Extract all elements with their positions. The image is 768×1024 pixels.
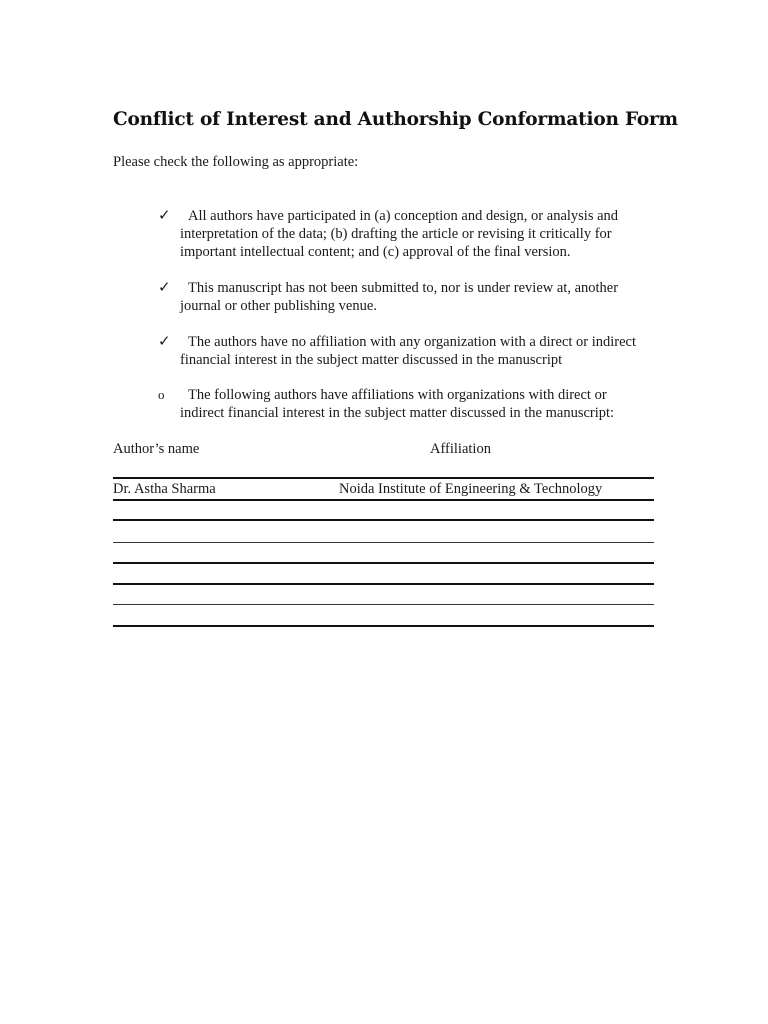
text-line: financial interest in the subject matter discussed in the manuscript xyxy=(180,352,563,368)
table-rule xyxy=(113,519,654,521)
unchecked-circle-icon: o xyxy=(158,387,165,402)
checklist-item-text xyxy=(180,279,663,315)
checklist-item-text xyxy=(180,207,663,261)
form-instruction: Please check the following as appropriate: xyxy=(113,154,359,170)
checklist-item-not-submitted xyxy=(158,279,663,315)
text-line: interpretation of the data; (b) drafting the article or revising it critically for xyxy=(180,226,612,242)
checklist-item-text xyxy=(180,333,663,369)
column-header-author: Author’s name xyxy=(113,441,200,457)
text-line: indirect financial interest in the subject matter discussed in the manuscript: xyxy=(180,405,615,421)
author-name-cell: Dr. Astha Sharma xyxy=(113,481,216,497)
table-rule xyxy=(113,625,654,627)
table-rule xyxy=(113,583,654,585)
text-line: All authors have participated in (a) conception and design, or analysis and xyxy=(188,208,619,224)
checkmark-icon: ✓ xyxy=(158,334,171,350)
text-line: The following authors have affiliations with organizations with direct or xyxy=(188,387,607,403)
table-rule xyxy=(113,499,654,501)
checkmark-icon: ✓ xyxy=(158,208,171,224)
text-line: journal or other publishing venue. xyxy=(180,298,377,314)
checklist-item-affiliations xyxy=(158,386,663,422)
table-rule xyxy=(113,562,654,564)
table-rule xyxy=(113,477,654,479)
checklist-item-text xyxy=(180,386,663,422)
affiliation-cell: Noida Institute of Engineering & Technology xyxy=(339,481,603,497)
text-line: This manuscript has not been submitted to, nor is under review at, another xyxy=(188,280,619,296)
text-line: important intellectual content; and (c) approval of the final version. xyxy=(180,244,571,260)
text-line: The authors have no affiliation with any organization with a direct or indirect xyxy=(188,334,637,350)
checklist-item-participation xyxy=(158,207,663,261)
form-title: Conflict of Interest and Authorship Conformation Form xyxy=(113,109,678,130)
checklist-item-no-affiliation xyxy=(158,333,663,369)
checkmark-icon: ✓ xyxy=(158,280,171,296)
table-rule xyxy=(113,604,654,605)
column-header-affiliation: Affiliation xyxy=(430,441,491,457)
table-rule xyxy=(113,542,654,543)
